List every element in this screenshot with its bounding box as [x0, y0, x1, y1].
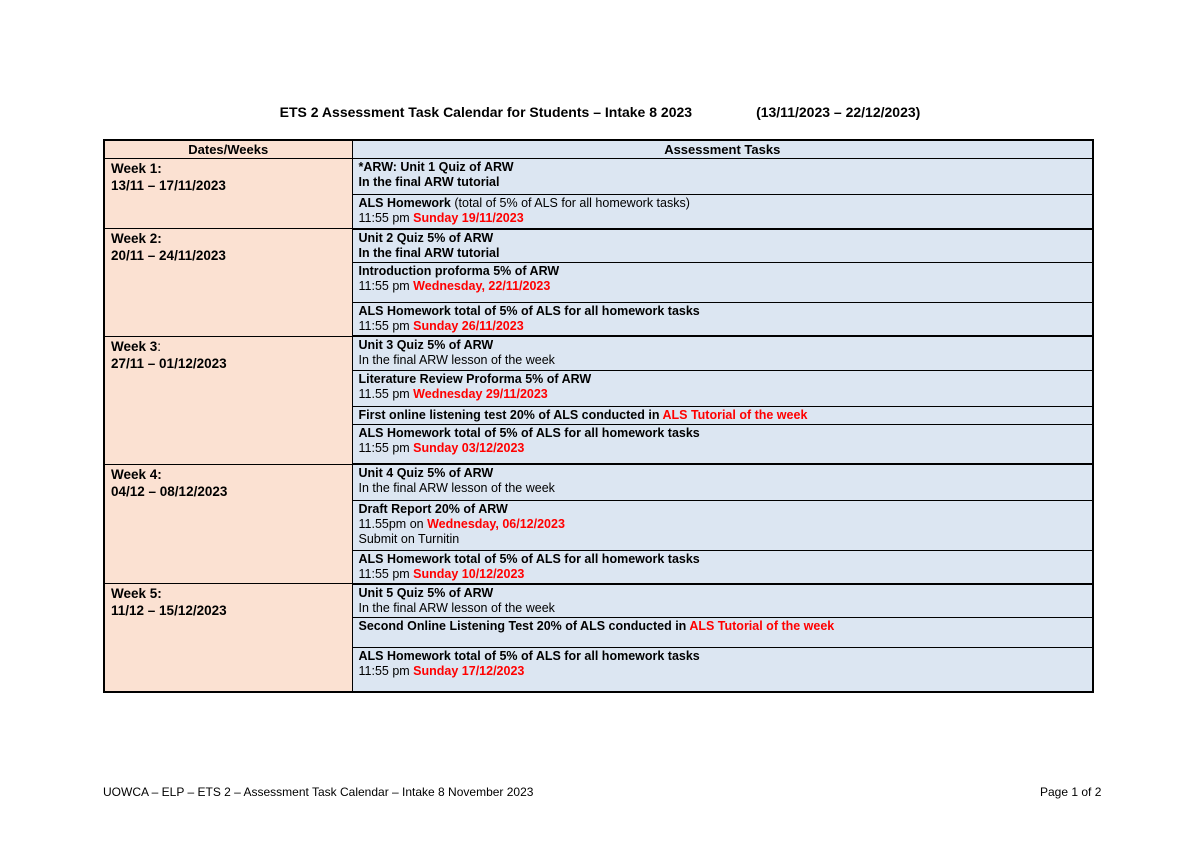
week-label: Week 5: [111, 586, 162, 601]
task-detail: In the final ARW lesson of the week [358, 600, 555, 615]
task-deadline: 11:55 pm Sunday 10/12/2023 [358, 566, 525, 581]
week-dates: 27/11 – 01/12/2023 [111, 355, 227, 371]
task-cell [352, 336, 1093, 370]
task-cell [352, 302, 1093, 336]
task-deadline: 11:55 pm Sunday 17/12/2023 [358, 664, 525, 678]
week-label: Week 3: [111, 338, 162, 354]
table-row [104, 159, 1093, 195]
footer-document-info: UOWCA – ELP – ETS 2 – Assessment Task Calendar – Intake 8 November 2023 [103, 785, 534, 799]
week-4-cell [104, 464, 352, 584]
task-deadline: 11:55 pm Sunday 26/11/2023 [358, 318, 524, 333]
task-cell [352, 229, 1093, 263]
task-cell [352, 618, 1093, 648]
task-cell [352, 195, 1093, 229]
task-cell [352, 550, 1093, 584]
task-cell [352, 648, 1093, 692]
task-detail: In the final ARW lesson of the week [358, 353, 555, 367]
title-date-range: (13/11/2023 – 22/12/2023) [756, 104, 921, 120]
task-cell [352, 584, 1093, 618]
header-assessment-tasks: Assessment Tasks [352, 140, 1093, 159]
task-title: Draft Report 20% of ARW [358, 501, 508, 516]
task-deadline: 11.55pm on Wednesday, 06/12/2023 [358, 516, 565, 531]
task-cell [352, 370, 1093, 406]
week-5-cell [104, 584, 352, 692]
task-title: ALS Homework total of 5% of ALS for all homework tasks [358, 649, 700, 663]
task-title: Unit 4 Quiz 5% of ARW [358, 466, 494, 480]
table-row [104, 229, 1093, 263]
header-dates-weeks: Dates/Weeks [104, 140, 352, 159]
task-deadline: 11:55 pm Sunday 03/12/2023 [358, 440, 525, 455]
task-deadline: 11:55 pm Sunday 19/11/2023 [358, 211, 524, 225]
task-detail: In the final ARW tutorial [358, 245, 500, 260]
week-dates: 11/12 – 15/12/2023 [111, 603, 227, 618]
assessment-calendar-table [103, 139, 1094, 693]
task-title: ALS Homework (total of 5% of ALS for all homework tasks) [358, 196, 690, 210]
week-label: Week 2: [111, 231, 162, 246]
table-row [104, 336, 1093, 370]
task-title: Unit 2 Quiz 5% of ARW [358, 230, 494, 245]
task-title: First online listening test 20% of ALS conducted in ALS Tutorial of the week [358, 407, 808, 422]
task-title: Introduction proforma 5% of ARW [358, 263, 560, 278]
task-title: *ARW: Unit 1 Quiz of ARW [358, 160, 514, 174]
task-cell [352, 424, 1093, 464]
week-label: Week 4: [111, 466, 162, 482]
task-title: ALS Homework total of 5% of ALS for all homework tasks [358, 303, 700, 318]
task-detail: In the final ARW lesson of the week [358, 481, 555, 495]
task-cell [352, 406, 1093, 424]
week-2-cell [104, 229, 352, 337]
task-cell [352, 500, 1093, 550]
week-dates: 04/12 – 08/12/2023 [111, 483, 228, 499]
task-deadline: 11:55 pm Wednesday, 22/11/2023 [358, 278, 551, 293]
footer-page-number: Page 1 of 2 [1040, 785, 1102, 799]
task-title: Second Online Listening Test 20% of ALS conducted in ALS Tutorial of the week [358, 619, 835, 633]
title-main: ETS 2 Assessment Task Calendar for Students – Intake 8 2023 [279, 104, 693, 120]
task-title: ALS Homework total of 5% of ALS for all homework tasks [358, 425, 700, 440]
task-cell [352, 262, 1093, 302]
week-dates: 13/11 – 17/11/2023 [111, 178, 226, 193]
table-row [104, 464, 1093, 500]
task-deadline: 11.55 pm Wednesday 29/11/2023 [358, 386, 548, 401]
week-label: Week 1: [111, 161, 162, 176]
table-row [104, 584, 1093, 618]
task-title: Unit 5 Quiz 5% of ARW [358, 585, 494, 600]
task-title: Literature Review Proforma 5% of ARW [358, 371, 592, 386]
week-dates: 20/11 – 24/11/2023 [111, 248, 226, 263]
task-cell [352, 464, 1093, 500]
task-title: Unit 3 Quiz 5% of ARW [358, 338, 494, 352]
task-cell [352, 159, 1093, 195]
week-3-cell [104, 336, 352, 464]
task-detail: In the final ARW tutorial [358, 175, 500, 189]
document-title [0, 104, 1200, 120]
week-1-cell [104, 159, 352, 229]
task-title: ALS Homework total of 5% of ALS for all homework tasks [358, 551, 700, 566]
task-submission-note: Submit on Turnitin [358, 531, 460, 546]
table-header-row [104, 140, 1093, 159]
